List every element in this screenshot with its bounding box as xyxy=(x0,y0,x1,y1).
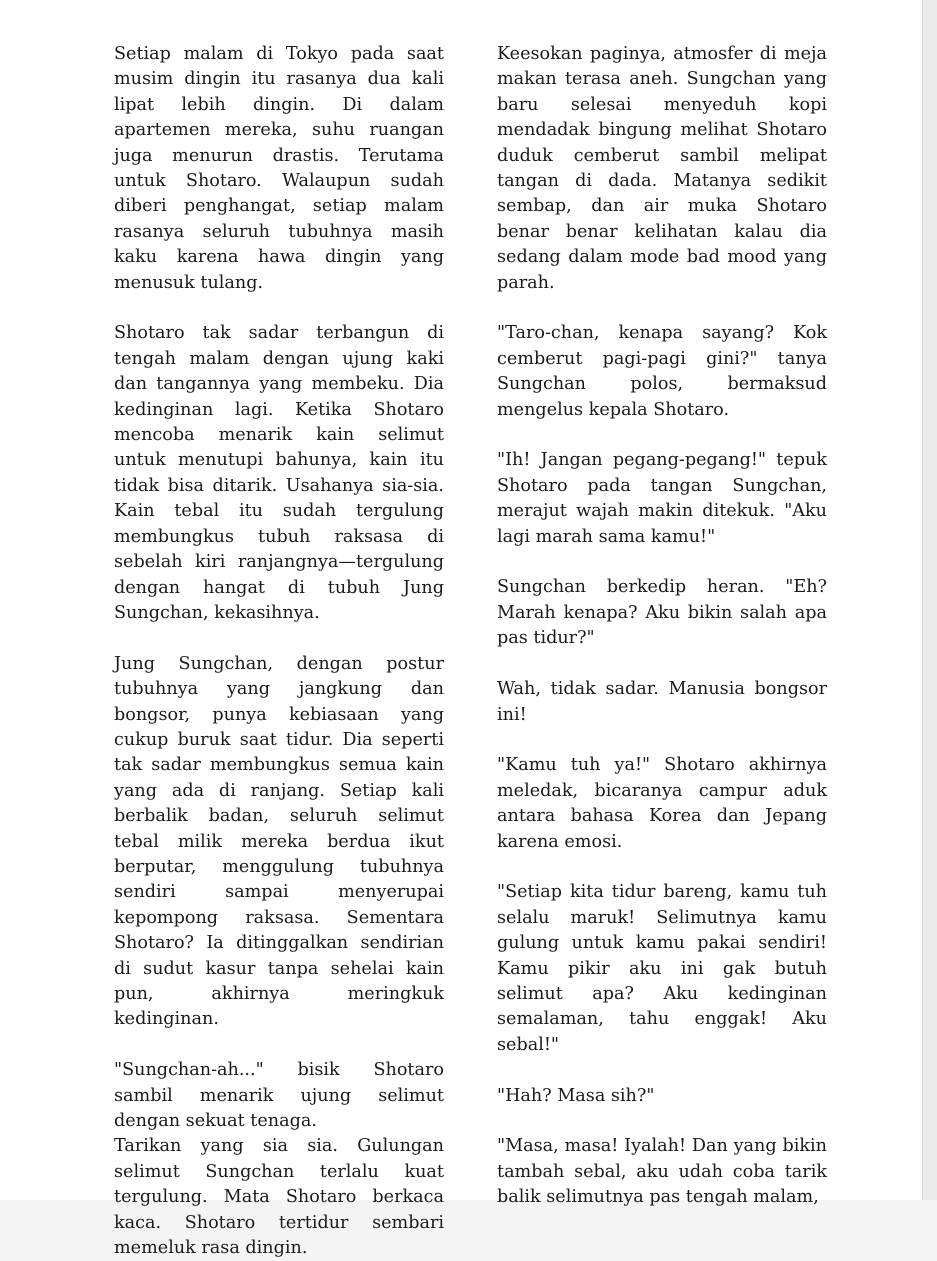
paragraph: Wah, tidak sadar. Manusia bongsor ini! xyxy=(497,679,827,725)
paragraph: "Taro-chan, kenapa sayang? Kok cemberut pagi-pagi gini?" tanya Sungchan polos, bermaksud mengelus kepala Shotaro. xyxy=(497,323,827,420)
paragraph: "Masa, masa! Iyalah! Dan yang bikin tambah sebal, aku udah coba tarik balik selimutnya pas tengah malam, xyxy=(497,1136,827,1208)
paragraph: "Setiap kita tidur bareng, kamu tuh selalu maruk! Selimutnya kamu gulung untuk kamu pakai sendiri! Kamu pikir aku ini gak butuh selimut apa? Aku kedinginan semalaman, tahu enggak! Aku sebal!" xyxy=(497,882,827,1055)
paragraph: Shotaro tak sadar terbangun di tengah malam dengan ujung kaki dan tangannya yang membeku. Dia kedinginan lagi. Ketika Shotaro mencoba menarik kain selimut untuk menutupi bahunya, kain itu tidak bisa ditarik. Usahanya sia-sia. Kain tebal itu sudah tergulung membungkus tubuh raksasa di sebelah kiri ranjangnya—tergulung dengan hangat di tubuh Jung Sungchan, kekasihnya. xyxy=(114,323,444,623)
paragraph: Tarikan yang sia sia. Gulungan selimut Sungchan terlalu kuat tergulung. Mata Shotaro berkaca kaca. Shotaro tertidur sembari memeluk rasa dingin. xyxy=(114,1136,444,1259)
right-text-column xyxy=(497,42,827,1211)
left-text-column xyxy=(114,42,444,1261)
paragraph: Setiap malam di Tokyo pada saat musim dingin itu rasanya dua kali lipat lebih dingin. Di dalam apartemen mereka, suhu ruangan juga menurun drastis. Terutama untuk Shotaro. Walaupun sudah diberi penghangat, setiap malam rasanya seluruh tubuhnya masih kaku karena hawa dingin yang menusuk tulang. xyxy=(114,44,444,293)
paragraph: Keesokan paginya, atmosfer di meja makan terasa aneh. Sungchan yang baru selesai menyeduh kopi mendadak bingung melihat Shotaro duduk cemberut sambil melipat tangan di dada. Matanya sedikit sembap, dan air muka Shotaro benar benar kelihatan kalau dia sedang dalam mode bad mood yang parah. xyxy=(497,44,827,293)
paragraph: "Sungchan-ah..." bisik Shotaro sambil menarik ujung selimut dengan sekuat tenaga. xyxy=(114,1060,444,1132)
paragraph: "Ih! Jangan pegang-pegang!" tepuk Shotaro pada tangan Sungchan, merajut wajah makin ditekuk. "Aku lagi marah sama kamu!" xyxy=(497,450,827,547)
paragraph: "Hah? Masa sih?" xyxy=(497,1085,655,1106)
paragraph: Sungchan berkedip heran. "Eh? Marah kenapa? Aku bikin salah apa pas tidur?" xyxy=(497,577,827,649)
paragraph: Jung Sungchan, dengan postur tubuhnya yang jangkung dan bongsor, punya kebiasaan yang cukup buruk saat tidur. Dia seperti tak sadar membungkus semua kain yang ada di ranjang. Setiap kali berbalik badan, seluruh selimut tebal milik mereka berdua ikut berputar, menggulung tubuhnya sendiri sampai menyerupai kepompong raksasa. Sementara Shotaro? Ia ditinggalkan sendirian di sudut kasur tanpa sehelai kain pun, akhirnya meringkuk kedinginan. xyxy=(114,653,444,1030)
paragraph: "Kamu tuh ya!" Shotaro akhirnya meledak, bicaranya campur aduk antara bahasa Korea dan Jepang karena emosi. xyxy=(497,755,827,852)
page-scroll-gutter xyxy=(922,0,937,1200)
